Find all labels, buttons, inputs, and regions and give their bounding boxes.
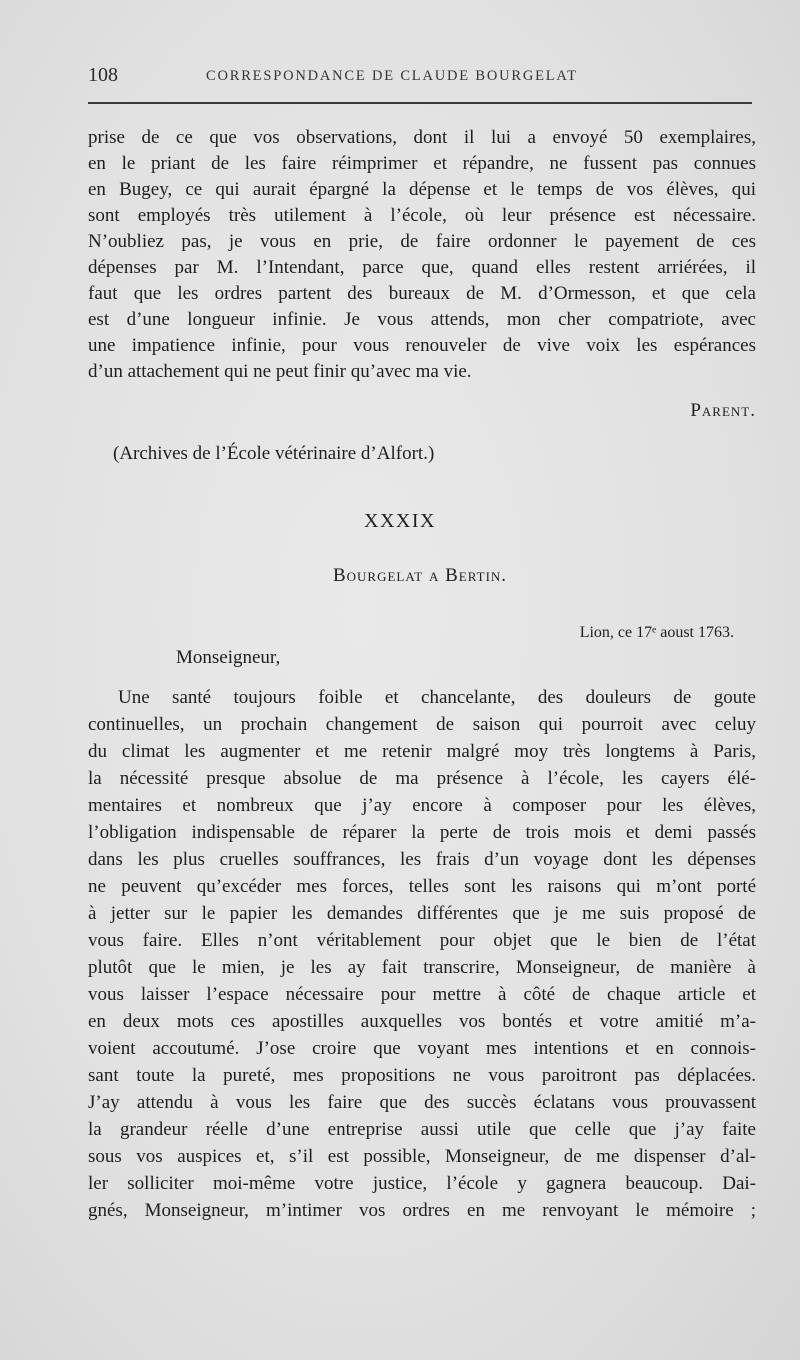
text-line: N’oubliez pas, je vous en prie, de faire ordonner le payement de ces (88, 231, 756, 252)
salutation: Monseigneur, (176, 647, 281, 668)
text-line: dans les plus cruelles souffrances, les frais d’un voyage dont les dépenses (88, 849, 756, 870)
text-line: ler solliciter moi-même votre justice, l’école y gagnera beaucoup. Dai- (88, 1173, 756, 1194)
letter-number: XXXIX (364, 510, 436, 532)
text-line: faut que les ordres partent des bureaux de M. d’Ormesson, et que cela (88, 283, 756, 304)
letter-heading: Bourgelat a Bertin. (332, 565, 508, 586)
text-line: mentaires et nombreux que j’ay encore à composer pour les élèves, (88, 795, 756, 816)
text-line: du climat les augmenter et me retenir malgré moy très longtems à Paris, (88, 741, 756, 762)
text-line: en Bugey, ce qui aurait épargné la dépense et le temps de vos élèves, qui (88, 179, 756, 200)
running-title: CORRESPONDANCE DE CLAUDE BOURGELAT (206, 68, 578, 84)
signature: Parent. (690, 400, 756, 421)
text-line: d’un attachement qui ne peut finir qu’avec ma vie. (88, 361, 472, 382)
text-line: une impatience infinie, pour vous renouveler de vive voix les espérances (88, 335, 756, 356)
text-line: prise de ce que vos observations, dont il lui a envoyé 50 exemplaires, (88, 127, 756, 148)
text-line: la nécessité presque absolue de ma présence à l’école, les cayers élé- (88, 768, 756, 789)
text-line: en le priant de les faire réimprimer et répandre, ne fussent pas connues (88, 153, 756, 174)
text-line: sous vos auspices et, s’il est possible, Monseigneur, de me dispenser d’al- (88, 1146, 756, 1167)
text-line: gnés, Monseigneur, m’intimer vos ordres en me renvoyant le mémoire ; (88, 1200, 756, 1221)
page-number: 108 (88, 64, 118, 86)
text-line: à jetter sur le papier les demandes différentes que je me suis proposé de (88, 903, 756, 924)
text-line: vous laisser l’espace nécessaire pour mettre à côté de chaque article et (88, 984, 756, 1005)
text-line: l’obligation indispensable de réparer la perte de trois mois et demi passés (88, 822, 756, 843)
text-line: est d’une longueur infinie. Je vous attends, mon cher compatriote, avec (88, 309, 756, 330)
text-line: en deux mots ces apostilles auxquelles vos bontés et votre amitié m’a- (88, 1011, 756, 1032)
text-line: dépenses par M. l’Intendant, parce que, quand elles restent arriérées, il (88, 257, 756, 278)
text-line: vous faire. Elles n’ont véritablement pour objet que le bien de l’état (88, 930, 756, 951)
letter-date: Lion, ce 17ᵉ aoust 1763. (579, 624, 734, 641)
text-line: J’ay attendu à vous les faire que des succès éclatans vous prouvassent (88, 1092, 756, 1113)
text-line: plutôt que le mien, je les ay fait transcrire, Monseigneur, de manière à (88, 957, 756, 978)
text-line: sont employés très utilement à l’école, où leur présence est nécessaire. (88, 205, 756, 226)
text-line: continuelles, un prochain changement de saison qui pourroit avec celuy (88, 714, 756, 735)
text-line: ne peuvent qu’excéder mes forces, telles sont les raisons qui m’ont porté (88, 876, 756, 897)
text-line: sant toute la pureté, mes propositions ne vous paroitront pas déplacées. (88, 1065, 756, 1086)
text-line: voient accoutumé. J’ose croire que voyant mes intentions et en connois- (88, 1038, 756, 1059)
archive-source: (Archives de l’École vétérinaire d’Alfort.) (113, 443, 435, 464)
text-line: Une santé toujours foible et chancelante, des douleurs de goute (118, 687, 756, 708)
text-line: la grandeur réelle d’une entreprise aussi utile que celle que j’ay faite (88, 1119, 756, 1140)
page-header (88, 64, 752, 90)
header-rule (88, 102, 752, 104)
